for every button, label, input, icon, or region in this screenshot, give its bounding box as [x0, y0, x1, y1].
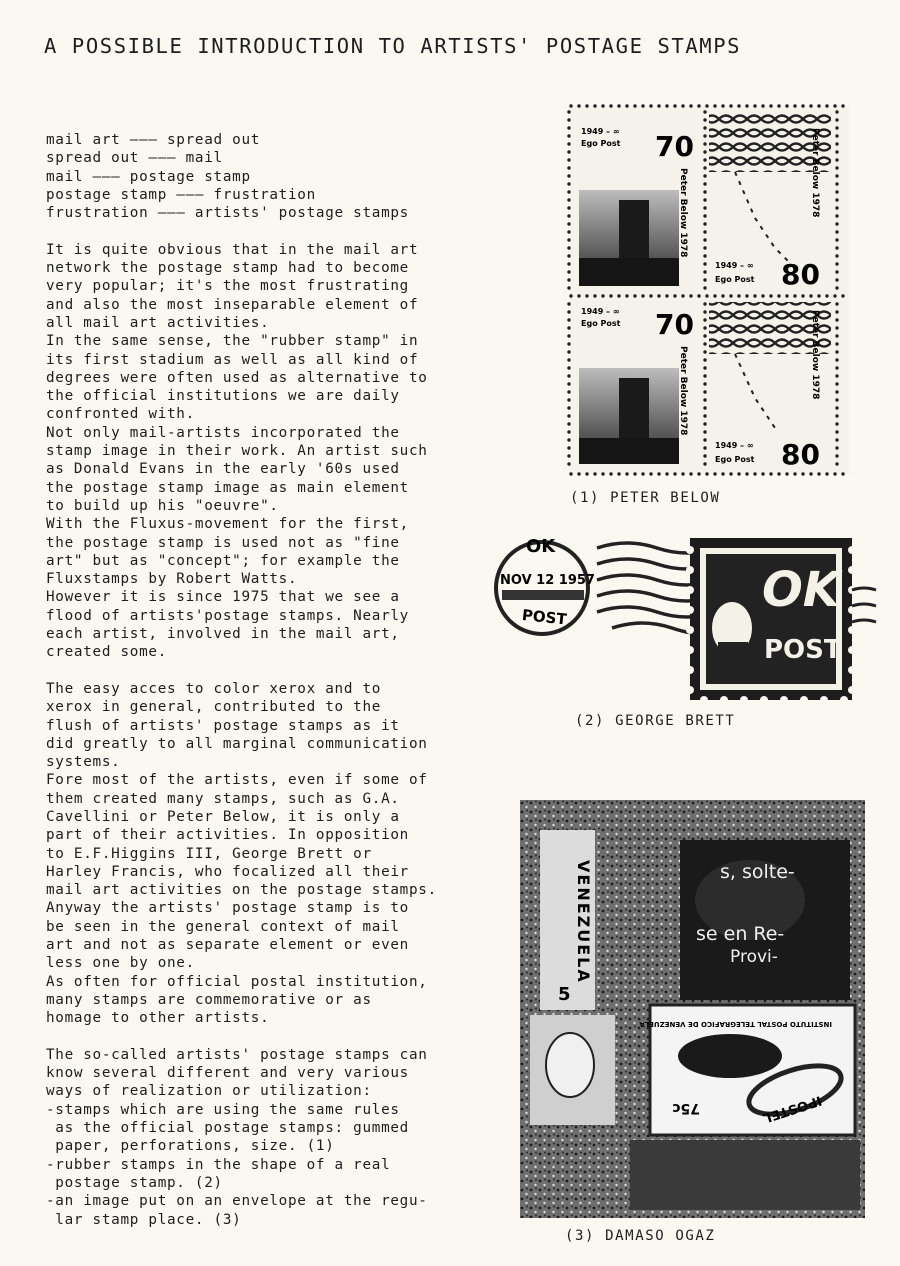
collage-text-line-3: Provi- [730, 947, 778, 967]
stamp-vertical-text-b: Peter Below 1978 [810, 310, 820, 400]
paragraph-line: the postage stamp is used not as "fine [46, 534, 400, 551]
stamp-vertical-text: Peter Below 1978 [678, 346, 688, 436]
paragraph-line: as the official postage stamps: gummed [46, 1120, 409, 1137]
stamp-year-label: 1949 – ∞ [581, 127, 620, 136]
paragraph-line: As often for official postal institution, [46, 973, 428, 990]
paragraph-line: its first stadium as well as all kind of [46, 351, 419, 368]
intro-line: spread out ——— mail [46, 150, 223, 167]
stamp-year-label: 1949 – ∞ [581, 307, 620, 316]
paragraph-line: However it is since 1975 that we see a [46, 589, 400, 606]
page-title: A POSSIBLE INTRODUCTION TO ARTISTS' POSTAGE STAMPS [44, 34, 742, 58]
paragraph-line: -rubber stamps in the shape of a real [46, 1156, 391, 1173]
caption-peter-below: (1) PETER BELOW [570, 490, 721, 506]
paragraph-line: art" but as "concept"; for example the [46, 552, 400, 569]
caption-damaso-ogaz: (3) DAMASO OGAZ [565, 1228, 716, 1244]
paragraph-line: Fluxstamps by Robert Watts. [46, 571, 298, 588]
paragraph-line: -an image put on an envelope at the regu- [46, 1193, 428, 1210]
inner-stamp-value: 75c [672, 1100, 700, 1116]
paragraph-line: the postage stamp image as main element [46, 479, 409, 496]
paragraph-line: as Donald Evans in the early '60s used [46, 461, 400, 478]
stamp-vertical-text-b: Peter Below 1978 [810, 128, 820, 218]
paragraph-line: The so-called artists' postage stamps can [46, 1046, 428, 1063]
paragraph-line: homage to other artists. [46, 1010, 270, 1027]
paragraph-line: created some. [46, 644, 167, 661]
collage-side-text: VENEZUELA [574, 860, 593, 984]
collage-text-line-2: se en Re- [696, 923, 785, 945]
intro-line: mail ——— postage stamp [46, 168, 251, 185]
article-body [46, 131, 516, 1229]
paragraph-line: xerox in general, contributed to the [46, 699, 382, 716]
stamp-value-80: 80 [781, 438, 820, 471]
stamp-post-text: POST [764, 635, 842, 665]
paragraph-line: Fore most of the artists, even if some of [46, 772, 428, 789]
stamp-issuer-label: Ego Post [715, 275, 755, 284]
paragraph-line: part of their activities. In opposition [46, 827, 409, 844]
collage-side-value: 5 [558, 984, 571, 1005]
collage-image [520, 800, 870, 1220]
paragraph-line: ways of realization or utilization: [46, 1083, 372, 1100]
inner-stamp-header: INSTITUTO POSTAL TELEGRAFICO DE VENEZUELA [639, 1020, 832, 1028]
stamp-ok-text: OK [762, 562, 840, 618]
postmark-bottom-text: POST [521, 605, 568, 629]
paragraph-line: Anyway the artists' postage stamp is to [46, 900, 409, 917]
intro-line: frustration ——— artists' postage stamps [46, 205, 409, 222]
paragraph-1 [46, 241, 516, 662]
stamp-year-label: 1949 – ∞ [715, 441, 754, 450]
postmark-top-text: OK [526, 536, 556, 557]
paragraph-line: lar stamp place. (3) [46, 1211, 242, 1228]
paragraph-line: flush of artists' postage stamps as it [46, 717, 400, 734]
paragraph-line: It is quite obvious that in the mail art [46, 241, 419, 258]
intro-line: mail art ——— spread out [46, 132, 261, 148]
paragraph-line: The easy acces to color xerox and to [46, 680, 382, 697]
paragraph-line: In the same sense, the "rubber stamp" in [46, 333, 419, 350]
paragraph-line: many stamps are commemorative or as [46, 991, 372, 1008]
paragraph-line: to E.F.Higgins III, George Brett or [46, 845, 372, 862]
paragraph-line: postage stamp. (2) [46, 1174, 223, 1191]
paragraph-2 [46, 680, 516, 1028]
rubber-stamp-image [492, 530, 882, 705]
figure-george-brett-stamp [492, 530, 882, 705]
intro-lines [46, 131, 516, 222]
paragraph-line: Harley Francis, who focalized all their [46, 863, 409, 880]
postmark-date-text: NOV 12 1957 [500, 573, 595, 588]
figure-damaso-ogaz-collage [520, 800, 870, 1220]
stamp-sheet-image [565, 98, 855, 478]
stamp-vertical-text: Peter Below 1978 [678, 168, 688, 258]
stamp-issuer-label: Ego Post [715, 455, 755, 464]
paragraph-line: network the postage stamp had to become [46, 260, 409, 277]
paragraph-line: them created many stamps, such as G.A. [46, 790, 400, 807]
stamp-issuer-label: Ego Post [581, 139, 621, 148]
paragraph-line: Cavellini or Peter Below, it is only a [46, 808, 400, 825]
paragraph-line: paper, perforations, size. (1) [46, 1138, 335, 1155]
paragraph-line: flood of artists'postage stamps. Nearly [46, 607, 409, 624]
paragraph-line: stamp image in their work. An artist such [46, 443, 428, 460]
paragraph-line: degrees were often used as alternative to [46, 369, 428, 386]
paragraph-line: all mail art activities. [46, 314, 270, 331]
paragraph-line: the official institutions we are daily [46, 388, 400, 405]
intro-line: postage stamp ——— frustration [46, 186, 316, 203]
paragraph-line: to build up his "oeuvre". [46, 497, 279, 514]
figure-peter-below-stamps [565, 98, 855, 478]
stamp-value-70: 70 [655, 308, 694, 341]
paragraph-line: each artist, involved in the mail art, [46, 626, 400, 643]
paragraph-line: confronted with. [46, 406, 195, 423]
paragraph-line: systems. [46, 754, 121, 771]
paragraph-line: mail art activities on the postage stamps. [46, 882, 437, 899]
paragraph-line: did greatly to all marginal communication [46, 735, 428, 752]
paragraph-line: and also the most inseparable element of [46, 296, 419, 313]
paragraph-line: less one by one. [46, 955, 195, 972]
paragraph-line: art and not as separate element or even [46, 937, 409, 954]
stamp-value-80: 80 [781, 258, 820, 291]
stamp-year-label: 1949 – ∞ [715, 261, 754, 270]
inner-stamp-brand: IPOSTEL [760, 1092, 824, 1126]
stamp-value-70: 70 [655, 130, 694, 163]
paragraph-line: -stamps which are using the same rules [46, 1101, 400, 1118]
paragraph-3 [46, 1046, 516, 1229]
caption-george-brett: (2) GEORGE BRETT [575, 713, 736, 729]
paragraph-line: know several different and very various [46, 1065, 409, 1082]
paragraph-line: Not only mail-artists incorporated the [46, 424, 400, 441]
paragraph-line: With the Fluxus-movement for the first, [46, 516, 409, 533]
stamp-issuer-label: Ego Post [581, 319, 621, 328]
collage-text-line-1: s, solte- [720, 861, 795, 883]
paragraph-line: very popular; it's the most frustrating [46, 278, 409, 295]
paragraph-line: be seen in the general context of mail [46, 918, 400, 935]
